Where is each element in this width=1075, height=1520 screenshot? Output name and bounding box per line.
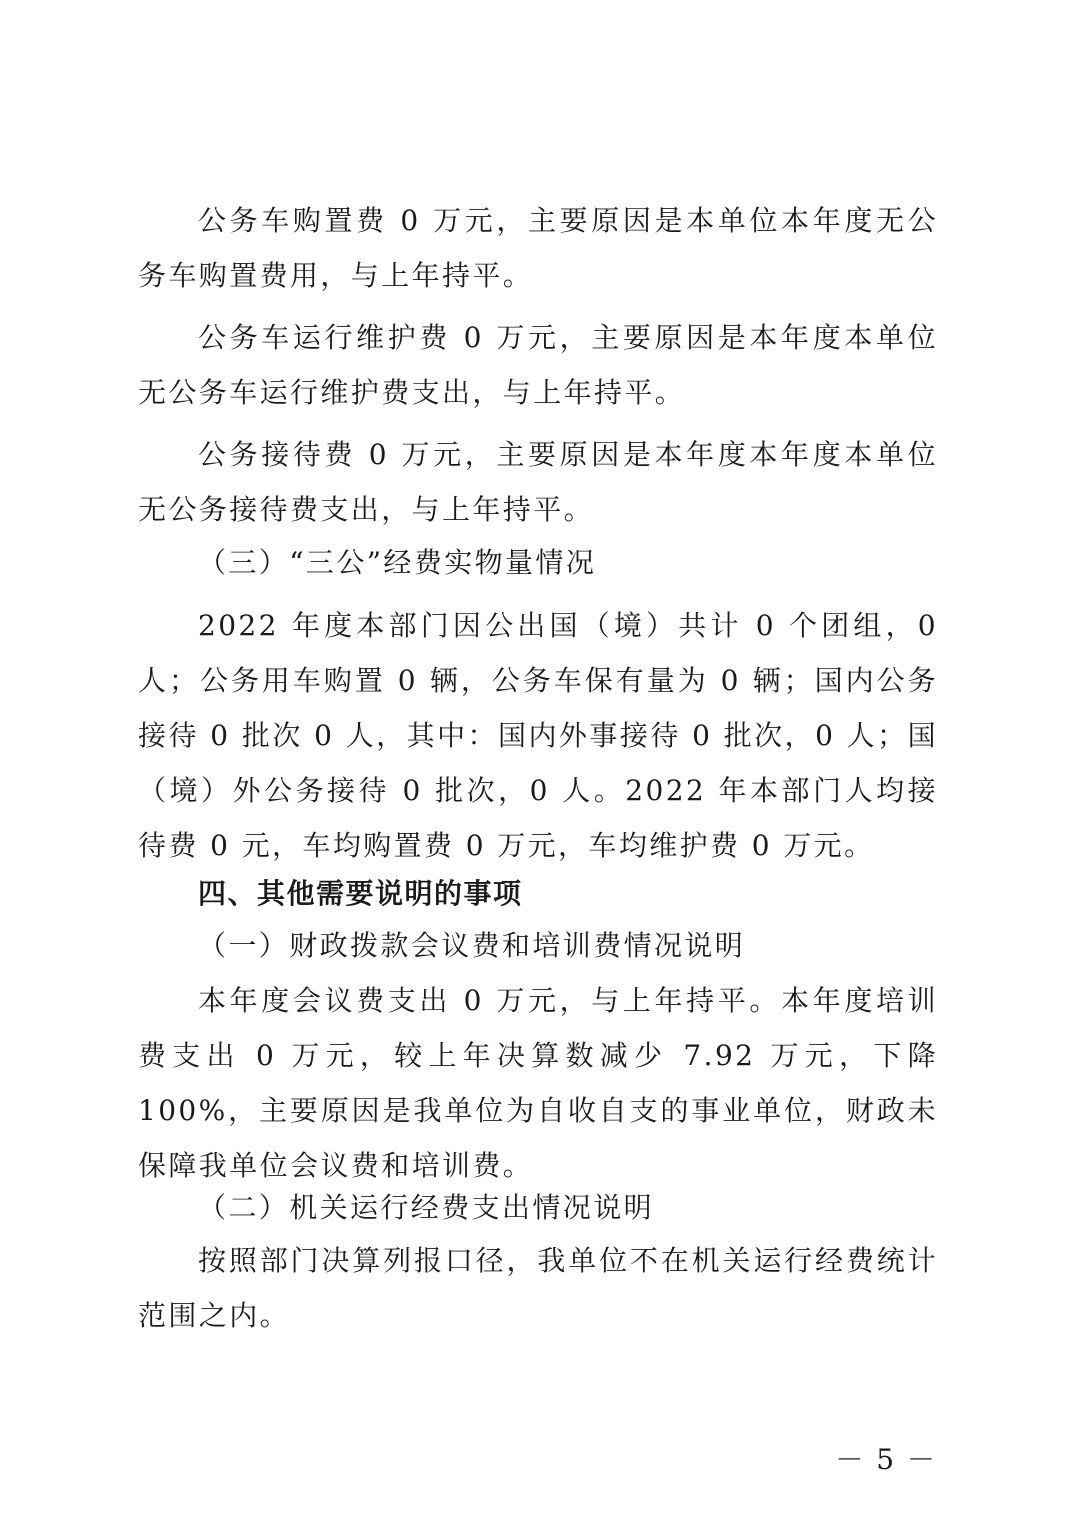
page-number: － 5 － [835,1443,937,1476]
paragraph-physical-quantities: 2022 年度本部门因公出国（境）共计 0 个团组，0 人；公务用车购置 0 辆，公务车保有量为 0 辆；国内公务接待 0 批次 0 人，其中：国内外事接待 0 批次，0 人；国（境）外公务接待 0 批次，0 人。2022 年本部门人均接待费 0 元，车均购置费 0 万元，车均维护费 0 万元。 [138,609,938,862]
paragraph-vehicle-maintenance: 公务车运行维护费 0 万元，主要原因是本年度本单位无公务车运行维护费支出，与上年持平。 [138,321,938,409]
paragraph-vehicle-purchase: 公务车购置费 0 万元，主要原因是本单位本年度无公务车购置费用，与上年持平。 [138,204,938,292]
paragraph-agency-operations: 按照部门决算列报口径，我单位不在机关运行经费统计范围之内。 [138,1244,938,1332]
heading-agency-operations: （二）机关运行经费支出情况说明 [198,1191,655,1224]
heading-meeting-training: （一）财政拨款会议费和培训费情况说明 [198,929,746,962]
paragraph-reception: 公务接待费 0 万元，主要原因是本年度本年度本单位无公务接待费支出，与上年持平。 [138,438,938,526]
paragraph-meeting-training: 本年度会议费支出 0 万元，与上年持平。本年度培训费支出 0 万元，较上年决算数减少 7.92 万元，下降 100%，主要原因是我单位为自收自支的事业单位，财政未保障我单位会议费和培训费。 [138,984,938,1182]
heading-three-public-physical: （三）“三公”经费实物量情况 [198,546,597,579]
heading-section-four: 四、其他需要说明的事项 [198,877,523,910]
